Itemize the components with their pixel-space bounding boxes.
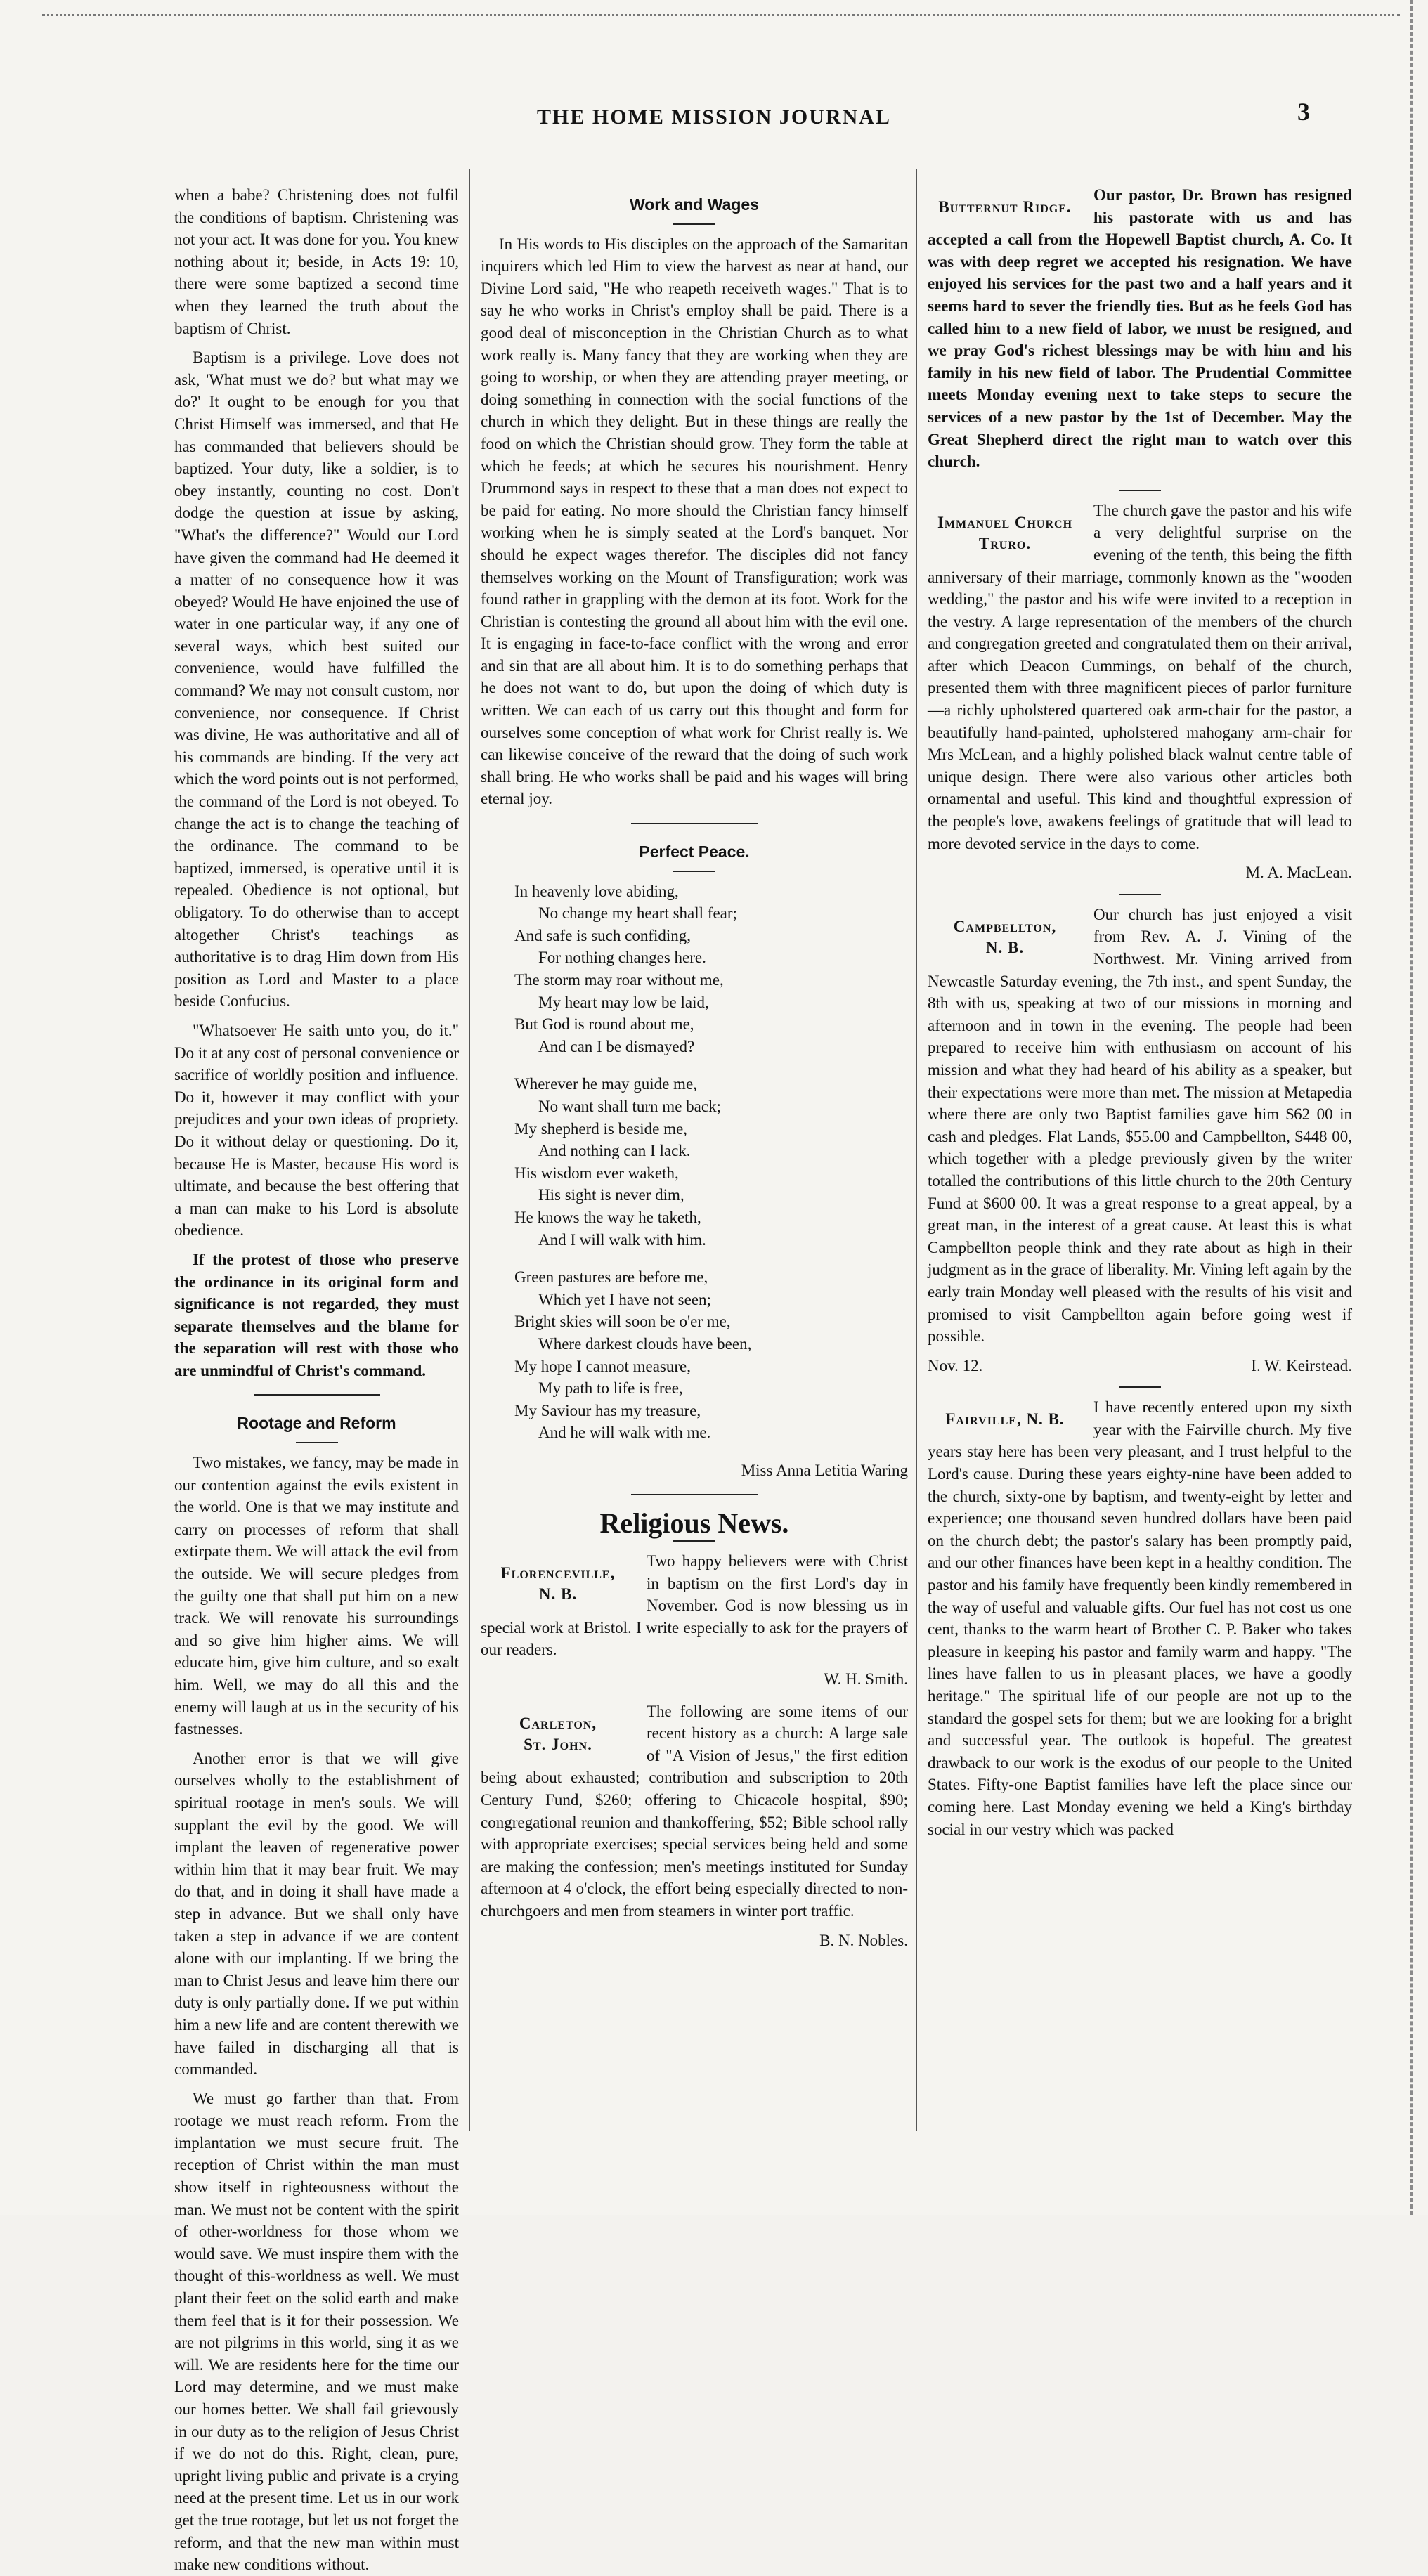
- news-place: Florenceville, N. B.: [500, 1564, 616, 1604]
- poem-line: In heavenly love abiding,: [514, 882, 679, 900]
- news-place: Campbellton, N. B.: [953, 917, 1057, 956]
- poem-line: My hope I cannot measure,: [514, 1357, 692, 1375]
- article-paragraph: Two mistakes, we fancy, may be made in our contention against the evils existent in the world. One is that we may institute and carry on processes of reform that shall extirpate them. We will attack the evil from the outside. We will secure pledges from the guilty one that shall put him on a new track. We will renovate his surroundings and so give him higher aims. We will educate him, give him culture, and so exalt him. Well, we may do all this and the enemy will laugh at us in the security of his fastnesses.: [174, 1454, 459, 1738]
- news-place: Immanuel Church Truro.: [937, 513, 1073, 552]
- section-title-religious-news: Religious News.: [599, 1507, 789, 1540]
- news-text: I have recently entered upon my sixth year with the Fairville church. My five years stay here has been very pleasant, and I trust helpful to the Lord's cause. During these years eighty-nine have been added to the church, sixty-one by baptism, and twenty-eight by letter and experience; one thousand seven hundred dollars have been paid on the church debt; the pastor's salary has been promptly paid, and our other finances have been kept in a healthy condition. The pastor and his family have frequently been kindly remembered in the way of useful and valuable gifts. Our fuel has not cost us one cent, thanks to the warm heart of Brother C. P. Baker who takes pleasure in keeping his pastor and family warm and happy. "The lines have fallen to us in pleasant places, we have a goodly heritage." The spiritual life of our people are not up to the standard the gospel sets for them; but we are looking for a bright and successful year. The outlook is hopeful. The greatest drawback to our work is the exodus of our people to the United States. Fifty-one Baptist families have left the place since our coming here. Last Monday evening we held a King's birthday social in our vestry which was packed: [928, 1398, 1352, 1838]
- article-paragraph: In His words to His disciples on the approach of the Samaritan inquirers which led Him to view the harvest as near at hand, our Divine Lord said, "He who reapeth receiveth wages." That is to say he who works in Christ's employ shall be paid. There is a good deal of misconception in the Christian Church as to what work really is. Many fancy that they are working when they are going to worship, or when they are attending prayer meeting, or doing something in connection with the social functions of the church in which they delight. But in these things are really the food on which the Christian should grow. They form the table at which he feeds; at which he secures his nourishment. Henry Drummond says in respect to these that a man does not expect to be paid for eating. No more should the Christian fancy himself working when he is simply seated at the Lord's banquet. Nor should he expect wages therefor. The disciples did not fancy themselves working on the Mount of Transfiguration; work was found rather in grappling with the demon at its foot. Work for the Christian is contesting the ground all about him with the evil one. It is engaging in face-to-face conflict with the wrong and error and sin that are all about him. It is to do something perhaps that he does not want to do, but upon the doing of which duty is written. We can each of us carry out this thought and form for ourselves some conception of what work for Christ really is. We can likewise conceive of the reward that the doing of such work shall bring. He who works shall be paid and his wages will bring eternal joy.: [481, 235, 908, 808]
- page-header: [0, 98, 1428, 148]
- news-text: Our pastor, Dr. Brown has resigned his pastorate with us and has accepted a call from the Hopewell Baptist church, A. Co. It was with deep regret we accepted his resignation. We have enjoyed his services for the past two and a half years and it seems hard to sever the friendly ties. But as he feels God has called him to a new field of labor, we must be resigned, and we pray God's richest blessings may be with him and his family in his new field of labor. The Prudential Committee meets Monday evening next to take steps to secure the services of a new pastor by the 1st of December. May the Great Shepherd direct the right man to watch over this church.: [928, 186, 1352, 471]
- title-rule: [296, 1442, 338, 1443]
- news-signature: M. A. MacLean.: [1245, 864, 1352, 882]
- poem-line: He knows the way he taketh,: [514, 1208, 701, 1226]
- news-item-butternut-ridge: [928, 184, 1352, 480]
- poem-line: His sight is never dim,: [538, 1186, 684, 1204]
- right-page-edge: [1408, 0, 1413, 2215]
- poem-line: And nothing can I lack.: [538, 1142, 691, 1160]
- news-signature: W. H. Smith.: [824, 1670, 908, 1689]
- column-2: [481, 184, 908, 2116]
- poem-line: The storm may roar without me,: [514, 971, 724, 989]
- article-paragraph: "Whatsoever He saith unto you, do it." Do it at any cost of personal convenience or sacrifice of worldly position and influence. Do it, however it may conflict with your prejudices and your own ideas of propriety. Do it without delay or questioning. Do it, because He is Master, because His word is ultimate, and because the best offering that a man can make to his Lord is absolute obedience.: [174, 1021, 459, 1240]
- poem-line: For nothing changes here.: [538, 949, 706, 967]
- news-place: Carleton, St. John.: [519, 1714, 597, 1753]
- news-signature: B. N. Nobles.: [819, 1931, 908, 1949]
- poem-line: Which yet I have not seen;: [538, 1290, 711, 1308]
- poem-line: Bright skies will soon be o'er me,: [514, 1313, 731, 1331]
- article-paragraph: Baptism is a privilege. Love does not ask, 'What must we do? but what may we do?' It ought to be enough for you that Christ Himself was immersed, and that He has commanded that believers should be baptized. Your duty, like a soldier, is to obey instantly, counting no cost. Don't dodge the question at issue by asking, "What's the difference?" Would our Lord have given the command had He deemed it a matter of no consequence how it was obeyed? Would He have enjoined the use of water in one particular way, if any one of several ways, which best suited our convenience, would have fulfilled the command? We may not consult custom, nor convenience, nor consequence. If Christ was divine, He was authoritative and all of his commands are binding. If the very act which the word points out is not performed, the command of the Lord is not obeyed. To change the act is to change the teaching of the ordinance. The command to be baptized, immersed, is operative until it is repealed. Obedience is not optional, but obligatory. To do otherwise than to accept altogether Christ's teachings as authoritative is to drag Him down from His position as Lord and Master to a place beside Confucius.: [174, 349, 459, 1010]
- poem-line: And safe is such confiding,: [514, 926, 692, 944]
- poem-stanza: [514, 1073, 908, 1251]
- news-item-campbellton: [928, 904, 1352, 1377]
- column-3: [928, 184, 1352, 2116]
- poem-line: My Saviour has my treasure,: [514, 1401, 701, 1419]
- section-separator: [631, 1494, 758, 1495]
- poem-line: And can I be dismayed?: [538, 1037, 695, 1055]
- item-rule: [1119, 1386, 1161, 1388]
- poem-stanza: [514, 880, 908, 1058]
- title-rule: [673, 871, 715, 872]
- news-text: Our church has just enjoyed a visit from Rev. A. J. Vining of the Northwest. Mr. Vining arrived from Newcastle Saturday evening, the 7th inst., and spent Sunday, the 8th with us, speaking at two of our missions in morning and afternoon and in town in the evening. The people had been prepared to receive him with enthusiasm on account of his mission and what they had heard of his ability as a speaker, but their expectations were more than met. The mission at Metapedia where there are only two Baptist families gave him $62 00 in cash and pledges. Flat Lands, $55.00 and Campbellton, $448 00, which together with a pledge previously given by the writer totalled the contributions of this little church to the 20th Century Fund at $600 00. It was a great response to a great appeal, by a great man, in the interest of a great cause. At least this is what Campbellton people think and they rate about as high in their judgment as in the grace of liberality. Mr. Vining left again by the early train Monday well pleased with the results of his visit and promised to visit Campbellton again before going west if possible.: [928, 905, 1352, 1346]
- article-title-work: Work and Wages: [629, 195, 760, 214]
- news-item-florenceville: [481, 1550, 908, 1691]
- article-paragraph: when a babe? Christening does not fulfil the conditions of baptism. Christening was not your act. It was done for you. You knew nothing about it; beside, in Acts 19: 10, there were some baptized a second time when they learned the truth about the baptism of Christ.: [174, 186, 459, 337]
- poem-line: His wisdom ever waketh,: [514, 1164, 679, 1182]
- article-paragraph: Another error is that we will give ourselves wholly to the establishment of spiritual rootage in men's souls. We will supplant the evil by the good. We will implant the leaven of regenerative power within him that it may bear fruit. We may do that, and in doing it shall have made a step in advance. But we shall only have taken a step in advance if we are content alone with our implanting. If we bring the man to Christ Jesus and leave him there our duty is only partially done. If we put within him a new life and are content therewith we have failed in discharging all that is commanded.: [174, 1749, 459, 2079]
- poem-title: Perfect Peace.: [639, 843, 750, 861]
- column-divider: [469, 169, 470, 2131]
- news-text: The following are some items of our recent history as a church: A large sale of "A Vision of Jesus," the first edition being about exhausted; contribution and subscription to 20th Century Fund, $260; offering to Chicacole hospital, $90; congregational reunion and thankoffering, $52; Bible school rally with appropriate exercises; special services being held and some are making the confession; men's meetings instituted for Sunday afternoon at 4 o'clock, the effort being especially directed to non-churchgoers and men from steamers in winter port traffic.: [481, 1702, 908, 1920]
- news-item-carleton: [481, 1700, 908, 1952]
- news-signature-line: [928, 1355, 1352, 1377]
- item-rule: [1119, 894, 1161, 895]
- news-item-fairville: [928, 1396, 1352, 1840]
- article-title-rootage: Rootage and Reform: [237, 1414, 396, 1433]
- poem: [481, 880, 908, 1444]
- poem-line: My heart may low be laid,: [538, 993, 709, 1011]
- article-paragraph: If the protest of those who preserve the ordinance in its original form and significance is not regarded, they must separate themselves and the blame for the separation will rest with those who are unmindful of Christ's command.: [174, 1250, 459, 1379]
- title-rule: [673, 223, 715, 225]
- news-place: Butternut Ridge.: [938, 198, 1072, 216]
- poem-line: And I will walk with him.: [538, 1230, 706, 1249]
- column-divider: [916, 169, 917, 2131]
- news-signature: I. W. Keirstead.: [1251, 1356, 1352, 1374]
- article-paragraph: We must go farther than that. From rootage we must reach reform. From the implantation we must secure fruit. The reception of Christ within the man must show itself in righteousness without the man. We must not be content with the spirit of other-worldness for those whom we would save. We must inspire them with the thought of this-worldness as well. We must plant their feet on the solid earth and make them feel that is it for their possession. We are not pilgrims in this world, sing it as we will. We are residents here for the time our Lord may determine, and we must make our homes better. We shall fail grievously in our duty as to the religion of Jesus Christ if we do not do this. Right, clean, pure, upright living public and private is a crying need at the present time. Let us in our work get the true rootage, but let us not forget the reform, and that the new man within must make new conditions without.: [174, 2089, 459, 2574]
- poem-line: But God is round about me,: [514, 1015, 694, 1034]
- journal-title: THE HOME MISSION JOURNAL: [537, 105, 891, 129]
- poem-line: My path to life is free,: [538, 1379, 683, 1398]
- news-date: Nov. 12.: [928, 1356, 983, 1374]
- poem-line: Wherever he may guide me,: [514, 1075, 697, 1093]
- poem-line: My shepherd is beside me,: [514, 1119, 687, 1138]
- item-rule: [1119, 490, 1161, 491]
- news-text: Two happy believers were with Christ in baptism on the first Lord's day in November. God is now blessing us in special work at Bristol. I write especially to ask for the prayers of our readers.: [481, 1552, 908, 1659]
- poem-line: No want shall turn me back;: [538, 1097, 721, 1115]
- news-place: Fairville, N. B.: [945, 1410, 1065, 1429]
- poem-line: No change my heart shall fear;: [538, 904, 737, 923]
- section-separator: [254, 1394, 380, 1396]
- section-separator: [631, 823, 758, 824]
- poem-author: Miss Anna Letitia Waring: [741, 1461, 908, 1479]
- poem-line: And he will walk with me.: [538, 1424, 711, 1442]
- poem-line: Green pastures are before me,: [514, 1268, 708, 1287]
- top-border: [42, 14, 1400, 19]
- news-item-immanuel-church: [928, 500, 1352, 884]
- news-text: The church gave the pastor and his wife a very delightful surprise on the evening of the tenth, this being the fifth anniversary of their marriage, commonly known as the "wooden wedding," the pastor and his wife were invited to a reception in the vestry. A large representation of the members of the church and congregation greeted and congratulated them on their arrival, after which Deacon Cummings, on behalf of the church, presented them with three magnificent pieces of parlor furniture—a richly upholstered quartered oak arm-chair for the pastor, a beautifully hand-painted, upholstered mahogany arm-chair for Mrs McLean, and a highly polished black walnut centre table of unique design. There were also various other articles both ornamental and useful. This kind and thoughtful expression of the people's love, awakens feelings of gratitude that will lead to more devoted service in the days to come.: [928, 501, 1352, 852]
- title-rule: [673, 1540, 715, 1542]
- page-number: 3: [1297, 98, 1310, 126]
- poem-stanza: [514, 1266, 908, 1444]
- column-1: [174, 184, 459, 2574]
- poem-line: Where darkest clouds have been,: [538, 1334, 752, 1353]
